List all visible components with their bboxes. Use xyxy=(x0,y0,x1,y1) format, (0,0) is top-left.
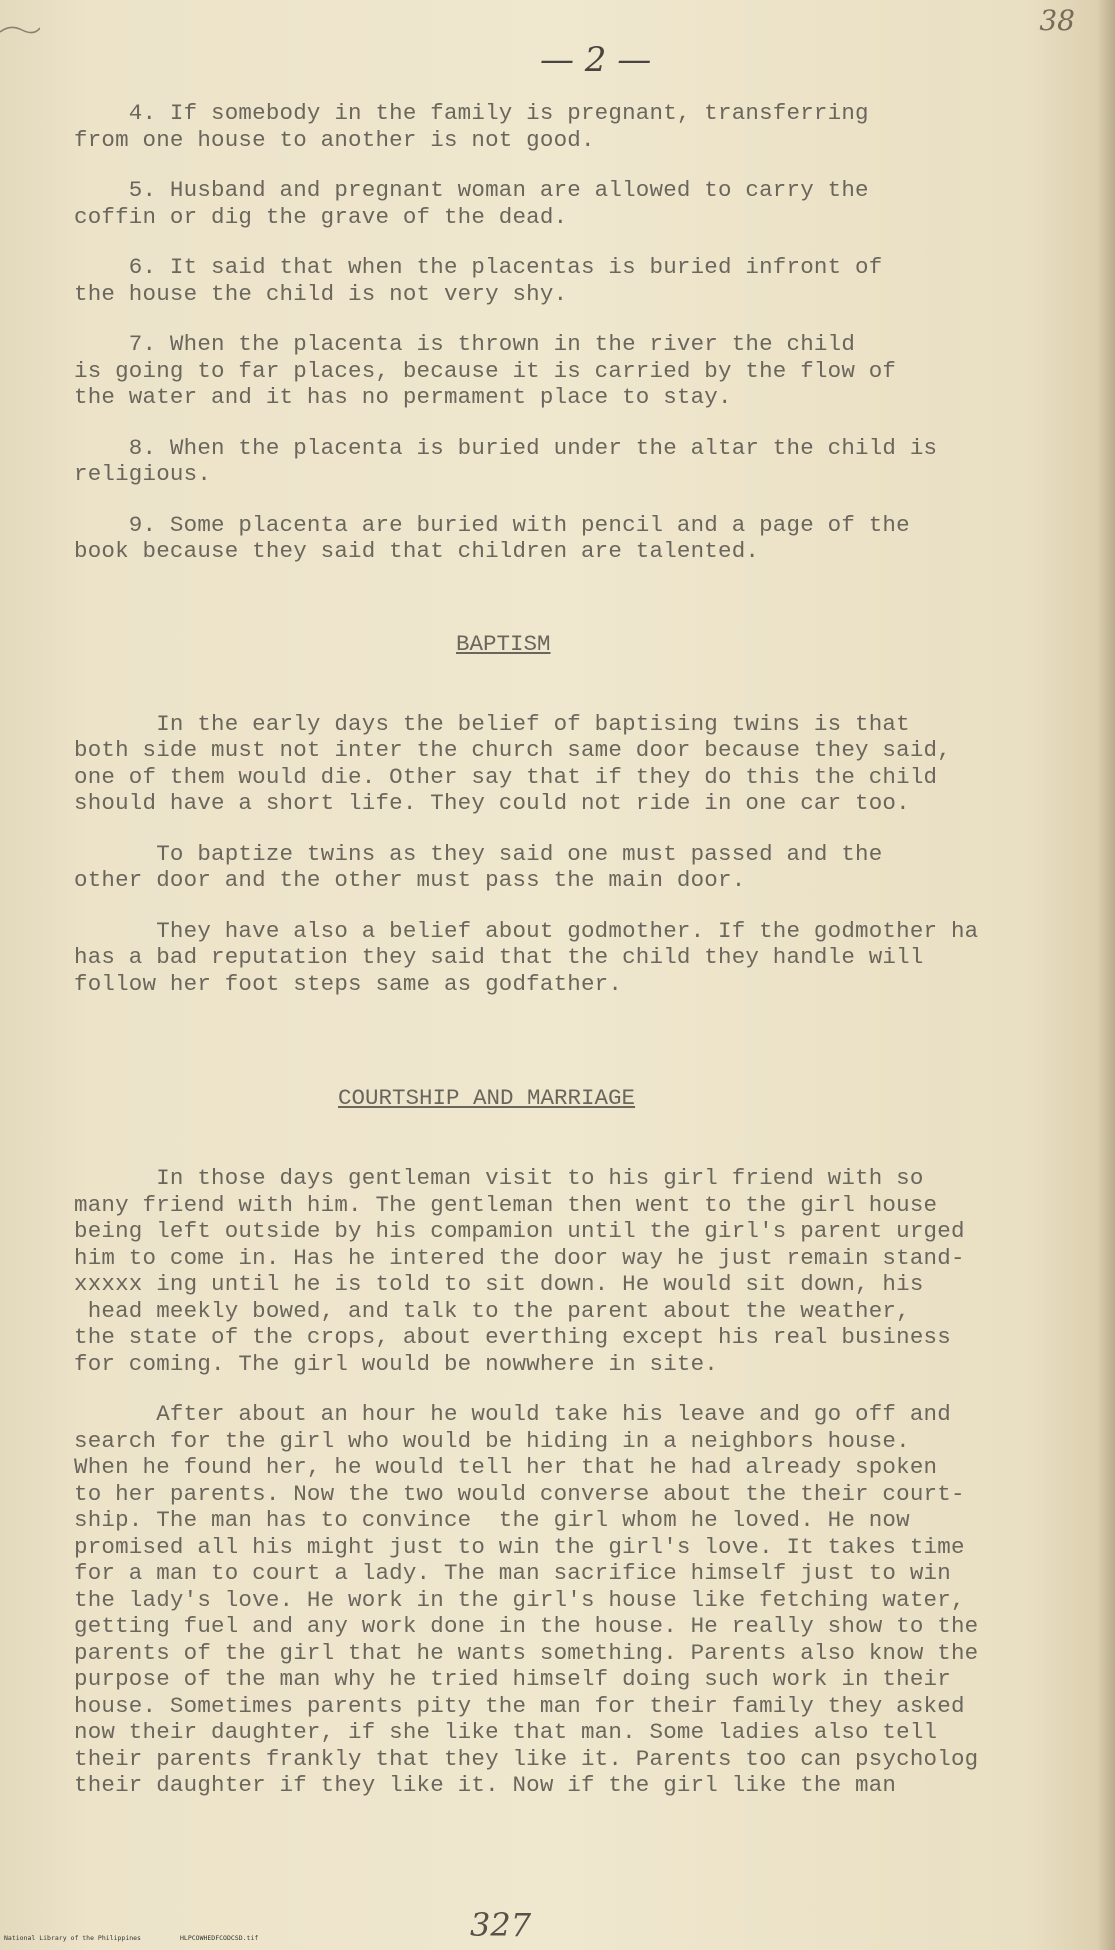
baptism-paragraph-2: To baptize twins as they said one must passed and the other door and the other must pass the main door. xyxy=(74,840,883,893)
section-heading-baptism: BAPTISM xyxy=(456,630,551,657)
belief-item-4: 4. If somebody in the family is pregnant, transferring from one house to another is not good. xyxy=(74,100,869,153)
belief-item-5: 5. Husband and pregnant woman are allowed to carry the coffin or dig the grave of the dead. xyxy=(74,177,869,230)
page-edge-shadow xyxy=(1097,0,1115,1950)
baptism-paragraph-1: In the early days the belief of baptising twins is that both side must not inter the church same door because they said, one of them would die. Other say that if they do this the child should have a short life. They could not ride in one car too. xyxy=(74,710,951,816)
belief-item-7: 7. When the placenta is thrown in the river the child is going to far places, because it is carried by the flow of the water and it has no permament place to stay. xyxy=(74,331,897,410)
footer-library: National Library of the Philippines xyxy=(4,1934,141,1942)
page-number: — 2 — xyxy=(540,40,652,80)
courtship-paragraph-1: In those days gentleman visit to his girl friend with so many friend with him. The gentleman then went to the girl house being left outside by his compamion until the girl's parent urged him to come in. Has he intered the door way he just remain stand- xxxxx ing until he is told to sit down. He would sit down, his head meekly bowed, and talk to the parent about the weather, the state of the crops, about everthing except his real business for coming. The girl would be nowwhere in site. xyxy=(74,1165,965,1377)
document-body xyxy=(74,100,1084,1823)
corner-smudge xyxy=(0,20,40,40)
belief-item-9: 9. Some placenta are buried with pencil and a page of the book because they said that children are talented. xyxy=(74,511,910,564)
footer-file-id: HLPCOWHEDFCODCSD.tif xyxy=(180,1934,259,1942)
belief-item-6: 6. It said that when the placentas is buried infront of the house the child is not very shy. xyxy=(74,254,883,307)
baptism-paragraph-3: They have also a belief about godmother. If the godmother ha has a bad reputation they said that the child they handle will follow her foot steps same as godfather. xyxy=(74,917,979,997)
courtship-paragraph-2: After about an hour he would take his leave and go off and search for the girl who would be hiding in a neighbors house. When he found her, he would tell her that he had already spoken to her parents. Now the two would converse about the their court- ship. The man has to convince the girl whom he loved. He now promised all his might just to win the girl's love. It takes time for a man to court a lady. The man sacrifice himself just to win the lady's love. He work in the girl's house like fetching water, getting fuel and any work done in the house. He really show to the parents of the girl that he wants something. Parents also know the purpose of the man why he tried himself doing such work in their house. Sometimes parents pity the man for their family they asked now their daughter, if she like that man. Some ladies also tell their parents frankly that they like it. Parents too can psycholog their daughter if they like it. Now if the girl like the man xyxy=(74,1401,979,1798)
section-heading-courtship: COURTSHIP AND MARRIAGE xyxy=(338,1085,636,1111)
belief-item-8: 8. When the placenta is buried under the altar the child is religious. xyxy=(74,434,938,487)
handwritten-stamp-number: 327 xyxy=(470,1906,532,1944)
folio-number: 38 xyxy=(1039,4,1075,37)
